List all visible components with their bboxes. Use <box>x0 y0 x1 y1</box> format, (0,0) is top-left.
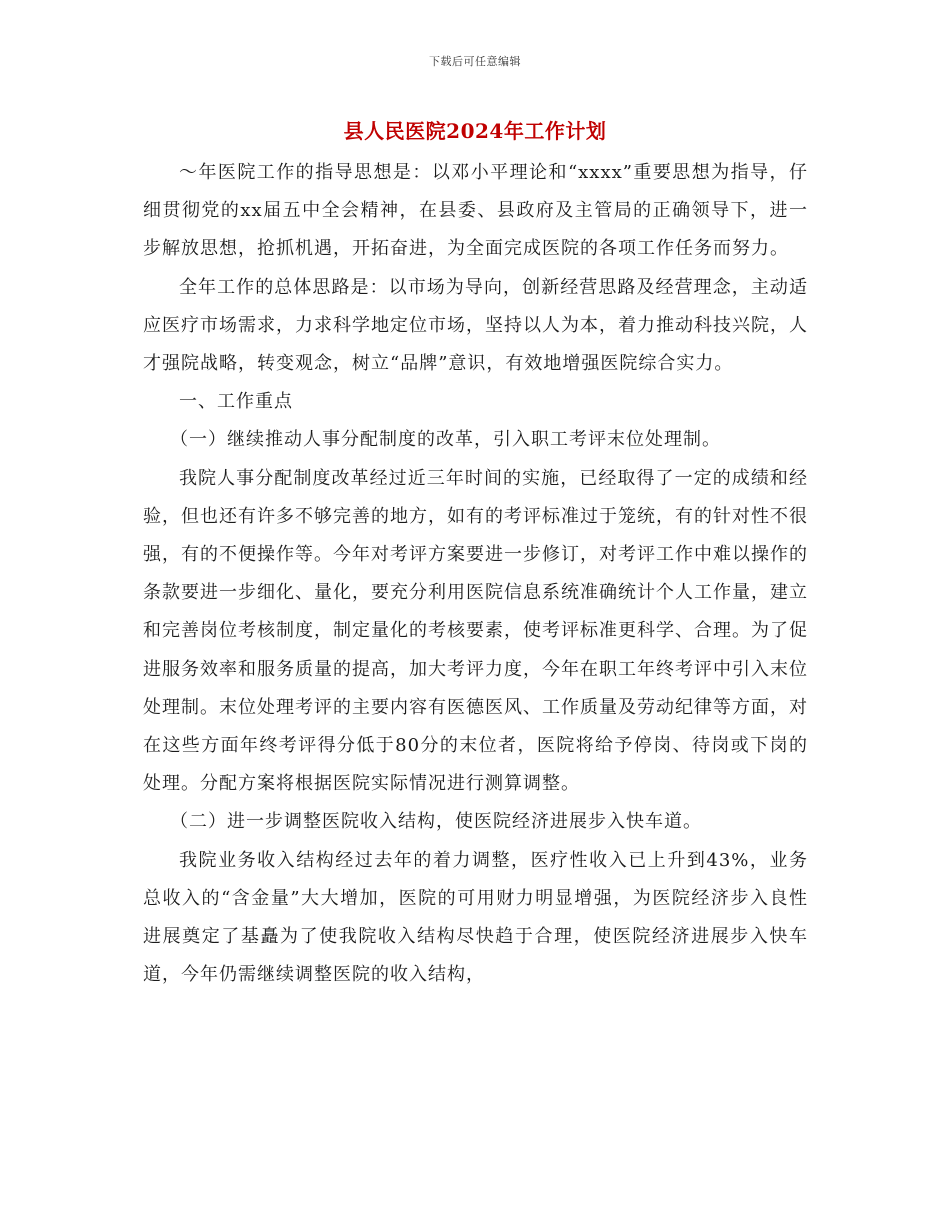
subheading-personnel-reform: （一）继续推动人事分配制度的改革，引入职工考评末位处理制。 <box>170 429 721 451</box>
document-body <box>143 154 808 994</box>
paragraph-guiding-ideology: ～年医院工作的指导思想是：以邓小平理论和“xxxx”重要思想为指导，仔细贯彻党的xx届五中全会精神，在县委、县政府及主管局的正确领导下，进一步解放思想，抢抓机遇，开拓奋进，为全面完成医院的各项工作任务而努力。 <box>143 162 808 260</box>
paragraph-overall-approach: 全年工作的总体思路是：以市场为导向，创新经营思路及经营理念，主动适应医疗市场需求，力求科学地定位市场，坚持以人为本，着力推动科技兴院，人才强院战略，转变观念，树立“品牌”意识，有效地增强医院综合实力。 <box>143 276 808 375</box>
paragraph-income-structure: 我院业务收入结构经过去年的着力调整，医疗性收入已上升到43%，业务总收入的“含金量”大大增加，医院的可用财力明显增强，为医院经济步入良性进展奠定了基矗为了使我院收入结构尽快趋于合理，使医院经济进展步入快车道，今年仍需继续调整医院的收入结构， <box>143 849 808 986</box>
subheading-income-structure: （二）进一步调整医院收入结构，使医院经济进展步入快车道。 <box>170 811 702 833</box>
page-header: 下载后可任意编辑 <box>429 55 521 68</box>
section-heading-work-focus: 一、工作重点 <box>179 391 293 413</box>
document-title: 县人民医院2024年工作计划 <box>343 119 607 143</box>
paragraph-personnel-reform: 我院人事分配制度改革经过近三年时间的实施，已经取得了一定的成绩和经验，但也还有许多不够完善的地方，如有的考评标准过于笼统，有的针对性不很强，有的不便操作等。今年对考评方案要进一步修订，对考评工作中难以操作的条款要进一步细化、量化，要充分利用医院信息系统准确统计个人工作量，建立和完善岗位考核制度，制定量化的考核要素，使考评标准更科学、合理。为了促进服务效率和服务质量的提高，加大考评力度，今年在职工年终考评中引入末位处理制。末位处理考评的主要内容有医德医风、工作质量及劳动纪律等方面，对在这些方面年终考评得分低于80分的末位者，医院将给予停岗、待岗或下岗的处理。分配方案将根据医院实际情况进行测算调整。 <box>143 467 808 795</box>
